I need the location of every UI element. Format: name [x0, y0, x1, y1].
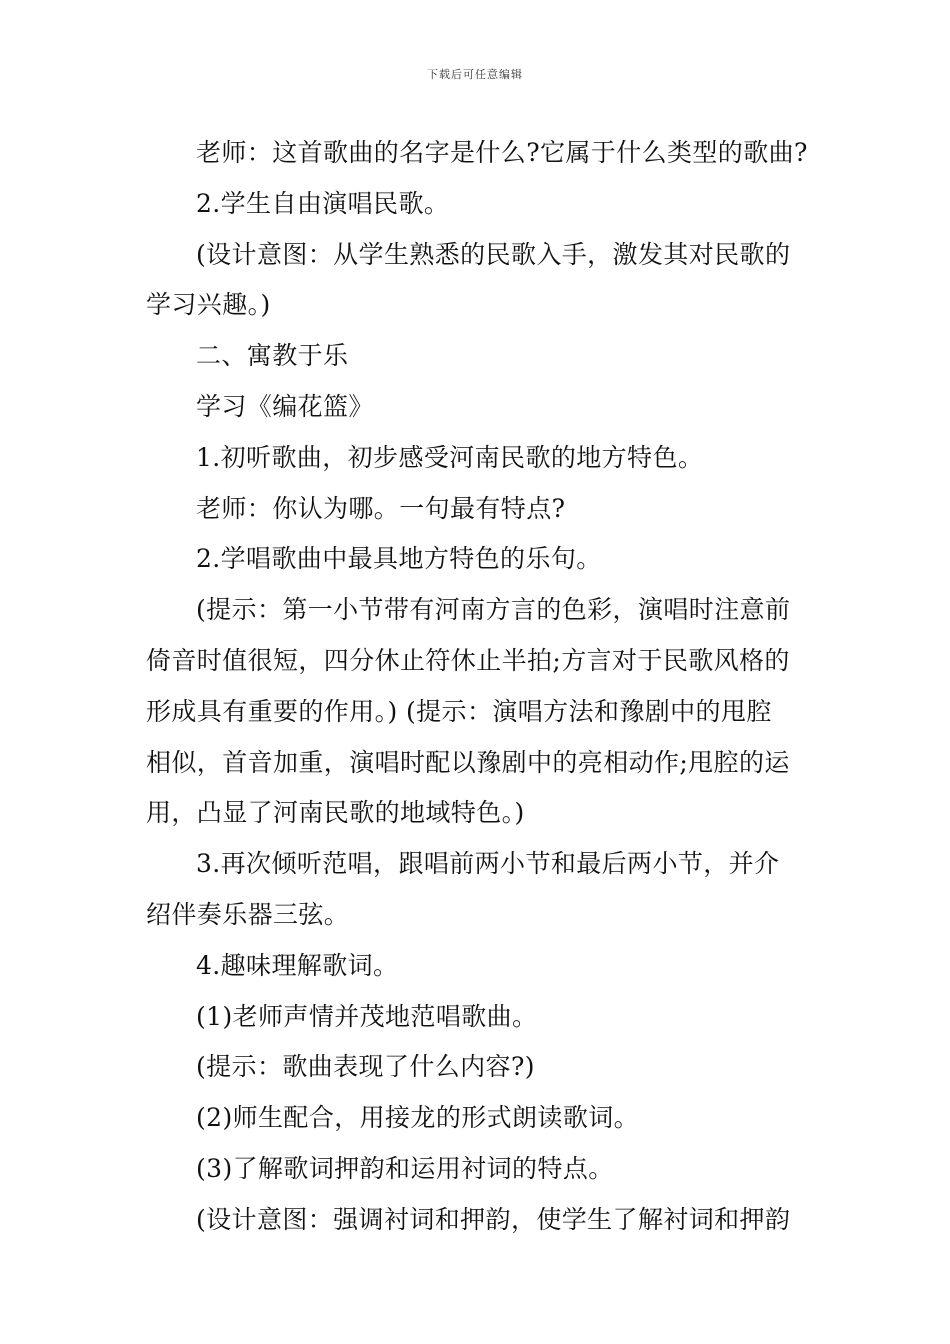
- page-header: 下载后可任意编辑: [427, 68, 523, 81]
- paragraph-line: 2.学唱歌曲中最具地方特色的乐句。: [196, 544, 602, 574]
- paragraph-line: (提示：歌曲表现了什么内容?): [196, 1052, 535, 1082]
- paragraph-line: (设计意图：从学生熟悉的民歌入手，激发其对民歌的: [196, 239, 791, 269]
- paragraph-line: 老师：这首歌曲的名字是什么?它属于什么类型的歌曲?: [196, 138, 808, 167]
- paragraph-line: (提示：第一小节带有河南方言的色彩，演唱时注意前: [196, 595, 791, 625]
- paragraph-line: 形成具有重要的作用。) (提示：演唱方法和豫剧中的甩腔: [146, 696, 772, 726]
- paragraph-line: 1.初听歌曲，初步感受河南民歌的地方特色。: [196, 442, 704, 472]
- paragraph-line: (设计意图：强调衬词和押韵，使学生了解衬词和押韵: [196, 1204, 791, 1234]
- paragraph-line: 学习《编花篮》: [196, 391, 374, 421]
- paragraph-line: (1)老师声情并茂地范唱歌曲。: [196, 1001, 538, 1031]
- paragraph-line: 老师：你认为哪。一句最有特点?: [196, 493, 566, 523]
- paragraph-line: 倚音时值很短，四分休止符休止半拍;方言对于民歌风格的: [146, 645, 790, 675]
- paragraph-line: 用，凸显了河南民歌的地域特色。): [146, 798, 525, 828]
- paragraph-line: (2)师生配合，用接龙的形式朗读歌词。: [196, 1103, 640, 1133]
- paragraph-line: 相似，首音加重，演唱时配以豫剧中的亮相动作;甩腔的运: [146, 747, 790, 777]
- paragraph-line: 4.趣味理解歌词。: [196, 950, 399, 980]
- section-heading: 二、寓教于乐: [196, 341, 349, 371]
- paragraph-line: 绍伴奏乐器三弦。: [146, 899, 350, 929]
- paragraph-line: (3)了解歌词押韵和运用衬词的特点。: [196, 1153, 614, 1183]
- paragraph-line: 2.学生自由演唱民歌。: [196, 188, 450, 218]
- paragraph-line: 学习兴趣。): [146, 290, 271, 320]
- document-body: [146, 128, 806, 1246]
- paragraph-line: 3.再次倾听范唱，跟唱前两小节和最后两小节，并介: [196, 849, 780, 879]
